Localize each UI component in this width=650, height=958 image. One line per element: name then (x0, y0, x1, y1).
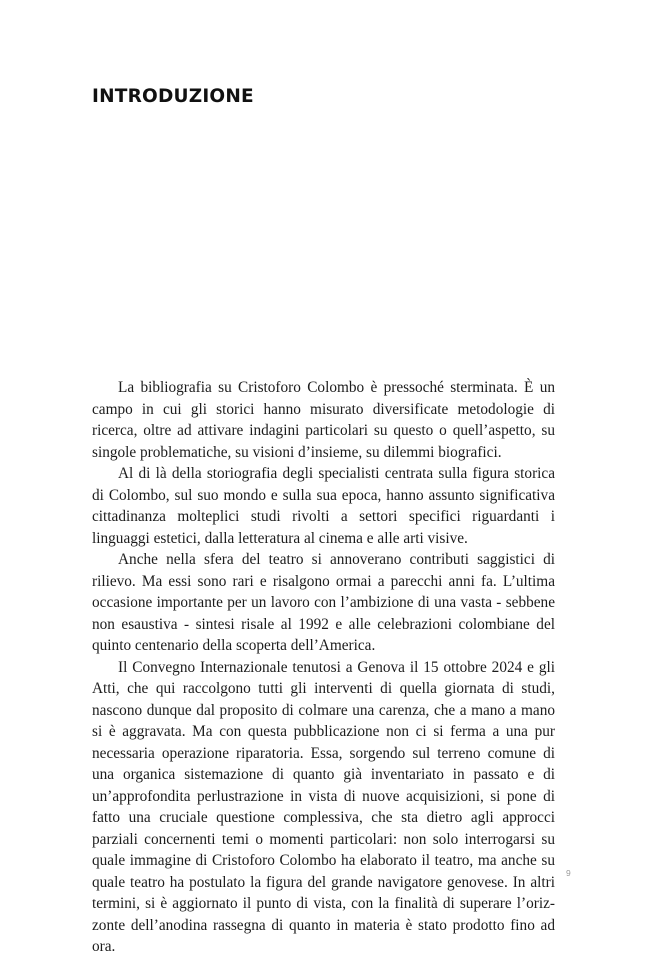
paragraph-3: Anche nella sfera del teatro si annoverano contributi saggistici di rilievo. Ma essi sono rari e risalgono ormai a parecchi anni fa. L’ultima occasione importante per un lavoro con l’ambizione di una vasta - sebbene non esaustiva - sintesi risale al 1992 e alle celebrazioni colombiane del quinto centenario della scoperta dell’America. (92, 551, 555, 654)
paragraph-1: La bibliografia su Cristoforo Colombo è pressoché sterminata. È un campo in cui gli storici hanno misurato diversificate metodologie di ricerca, oltre ad attivare indagini particolari su questo o quell’aspetto, su singole problematiche, su visioni d’insieme, su dilemmi biografici. (92, 379, 555, 461)
paragraph-4: Il Convegno Internazionale tenutosi a Genova il 15 ottobre 2024 e gli Atti, che qui raccolgono tutti gli interventi di quella giornata di studi, nascono dunque dal proposito di colmare una carenza, che a mano a mano si è aggravata. Ma con questa pubblicazione non ci si ferma a una pur necessaria operazione riparatoria. Essa, sorgendo sul terreno comune di una organica sistemazione di quanto già inventariato in passato e di un’approfondita perlustrazione in vista di nuove acquisizioni, si pone di fatto una cruciale questione complessiva, che sta dietro agli approcci parziali concernenti temi o momenti particolari: non solo interrogarsi su quale immagine di Cristoforo Colombo ha elaborato il teatro, ma anche su quale teatro ha postulato la figura del grande navigatore genovese. In altri termini, si è aggiornato il punto di vista, con la finalità di superare l’orizzonte dell’anodina rassegna di quanto in materia è stato prodotto fino ad ora. (92, 658, 555, 955)
page-number: 9 (566, 868, 571, 878)
introduction-body (92, 377, 555, 958)
chapter-heading: INTRODUZIONE (92, 86, 254, 107)
paragraph-2: Al di là della storiografia degli specialisti centrata sulla figura storica di Colombo, sul suo mondo e sulla sua epoca, hanno assunto significativa cittadinanza molteplici studi rivolti a settori specifici riguardanti i linguaggi estetici, dalla letteratura al cinema e alle arti visive. (92, 465, 555, 547)
